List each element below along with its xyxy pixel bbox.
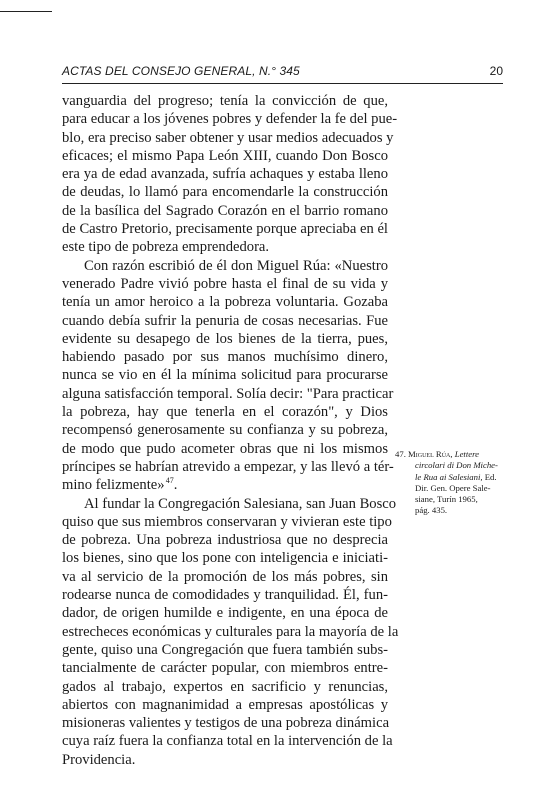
paragraph-start: Con razón escribió de él don Miguel Rúa: «Nuestro: [84, 257, 388, 274]
corner-rule: [0, 11, 52, 12]
running-title: ACTAS DEL CONSEJO GENERAL, N.° 345: [62, 64, 300, 78]
text-line: habiendo pasado por sus manos muchísimo dinero,: [62, 349, 388, 366]
text-line: gados al trabajo, expertos en sacrificio y renuncias,: [62, 678, 388, 695]
text-line: tancialmente de carácter popular, con miembros entre-: [62, 660, 388, 677]
footnote-title: Lettere: [454, 449, 480, 459]
text-line: de deudas, lo llamó para encomendarle la construcción: [62, 184, 388, 201]
text-line: príncipes se habrían atrevido a empezar, y las llevó a tér-: [62, 458, 394, 475]
text-line: era ya de edad avanzada, sufría achaques y estaba lleno: [62, 166, 388, 183]
footnote-line: pág. 435.: [415, 505, 448, 516]
footnote-reference: 47: [165, 476, 174, 486]
text-line-content: mino felizmente»: [62, 477, 165, 494]
footnote-line: siane, Turín 1965,: [415, 494, 478, 505]
footnote-line: Dir. Gen. Opere Sale-: [415, 482, 491, 493]
text-line: va al servicio de la promoción de los más pobres, sin: [62, 568, 388, 585]
footnote-line: [395, 472, 509, 483]
text-line: mino felizmente» $^{47}$.: [62, 476, 178, 494]
text-line: tenía un amor heroico a la pobreza voluntaria. Gozaba: [62, 294, 388, 311]
text-line: venerado Padre vivió pobre hasta el final de su vida y: [62, 275, 388, 292]
footnote-line: [395, 449, 509, 460]
text-line: misioneras valientes y testigos de una pobreza dinámica: [62, 715, 390, 732]
footnote: [395, 449, 509, 517]
text-line: eficaces; el mismo Papa León XIII, cuando Don Bosco: [62, 147, 388, 164]
text-line: de pobreza. Una pobreza industriosa que no desprecia: [62, 532, 388, 549]
footnote-edition: Ed.: [484, 471, 497, 482]
footnote-number: 47.: [395, 449, 406, 459]
text-line: evidente su desapego de los bienes de la tierra, pues,: [62, 330, 388, 347]
page-number: 20: [489, 64, 503, 78]
text-line: este tipo de pobreza emprendedora.: [62, 239, 270, 256]
footnote-line: circolari di Don Miche-: [415, 460, 498, 471]
text-line: rodearse nunca de comodidades y tranquilidad. Él, fun-: [62, 587, 388, 604]
text-line: cuya raíz fuera la confianza total en la intervención de la: [62, 733, 393, 750]
text-line: vanguardia del progreso; tenía la convicción de que,: [62, 93, 388, 109]
text-line: cuando debía sufrir la penuria de cosas necesarias. Fue: [62, 312, 388, 329]
text-line: quiso que sus miembros conservaran y vivieran este tipo: [62, 513, 392, 530]
footnote-title-cont: le Rua ai Salesiani,: [415, 471, 483, 482]
text-line: de la basílica del Sagrado Corazón en el barrio romano: [62, 202, 388, 219]
text-line: nunca se vio en él la mínima solicitud para procurarse: [62, 367, 388, 384]
text-line: alguna satisfacción temporal. Solía decir: "Para practicar: [62, 385, 394, 402]
running-header: [62, 64, 503, 80]
paragraph-start: Al fundar la Congregación Salesiana, san Juan Bosco: [84, 495, 397, 512]
header-rule: [62, 83, 503, 84]
text-line: abiertos con magnanimidad a empresas apostólicas y: [62, 696, 388, 713]
text-line: la pobreza, hay que tenerla en el corazón", y Dios: [62, 404, 388, 421]
text-line: de modo que pudo acometer obras que ni los mismos: [62, 440, 388, 457]
text-line: de Castro Pretorio, precisamente porque apreciaba en él: [62, 221, 388, 238]
text-line: Providencia.: [62, 751, 136, 768]
text-line: recompensó generosamente su confianza y su pobreza,: [62, 422, 388, 439]
text-line: los bienes, sino que los pone con inteligencia e iniciati-: [62, 550, 388, 567]
text-line: para educar a los jóvenes pobres y defender la fe del pue-: [62, 111, 398, 128]
text-line: blo, era preciso saber obtener y usar medios adecuados y: [62, 129, 394, 146]
text-line: dador, de origen humilde e indigente, en una época de: [62, 605, 388, 622]
body-text: [62, 92, 399, 769]
text-line: gente, quiso una Congregación que fuera también subs-: [62, 641, 388, 658]
footnote-author: Miguel Rúa,: [408, 449, 453, 459]
text-line: estrecheces económicas y culturales para la mayoría de la: [62, 623, 399, 640]
